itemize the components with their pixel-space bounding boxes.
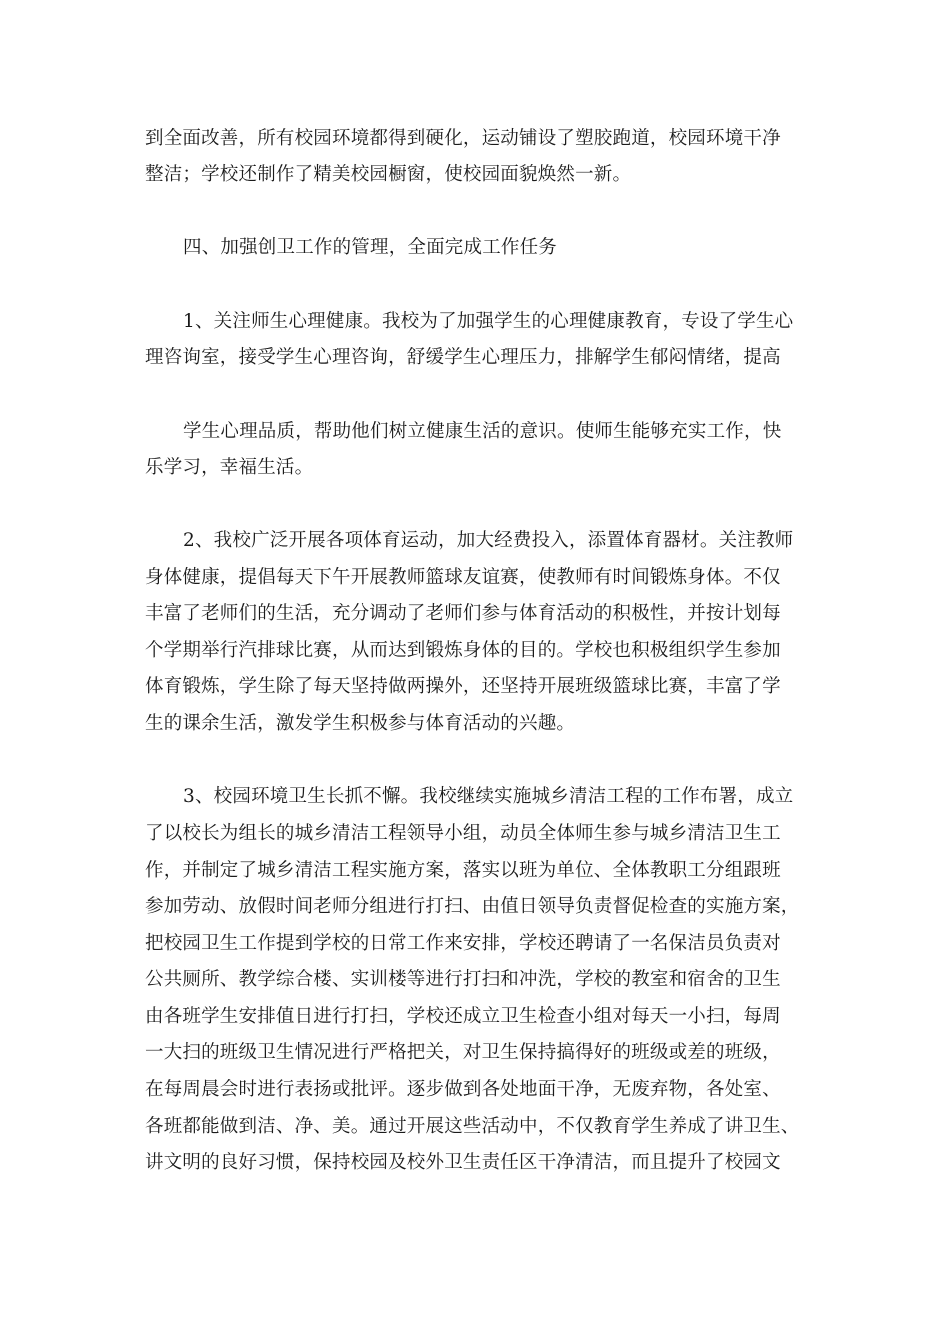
section-heading: 四、加强创卫工作的管理，全面完成工作任务 [183,237,558,258]
text-line: 公共厕所、教学综合楼、实训楼等进行打扫和冲洗，学校的教室和宿舍的卫生 [145,969,781,990]
text-line: 由各班学生安排值日进行打扫，学校还成立卫生检查小组对每天一小扫，每周 [145,1006,781,1027]
text-line: 到全面改善，所有校园环境都得到硬化，运动铺设了塑胶跑道，校园环境干净 [145,128,781,149]
text-line: 参加劳动、放假时间老师分组进行打扫、由值日领导负责督促检查的实施方案， [145,896,800,917]
text-line: 整洁；学校还制作了精美校园橱窗，使校园面貌焕然一新。 [145,164,632,185]
text-line: 乐学习，幸福生活。 [145,457,314,478]
text-line: 个学期举行汽排球比赛，从而达到锻炼身体的目的。学校也积极组织学生参加 [145,640,781,661]
text-line: 把校园卫生工作提到学校的日常工作来安排，学校还聘请了一名保洁员负责对 [145,933,781,954]
text-line: 学生心理品质，帮助他们树立健康生活的意识。使师生能够充实工作，快 [183,421,782,442]
text-line: 讲文明的良好习惯，保持校园及校外卫生责任区干净清洁，而且提升了校园文 [145,1152,781,1173]
text-line: 丰富了老师们的生活，充分调动了老师们参与体育活动的积极性，并按计划每 [145,603,781,624]
text-line: 理咨询室，接受学生心理咨询，舒缓学生心理压力，排解学生郁闷情绪，提高 [145,347,781,368]
text-line: 了以校长为组长的城乡清洁工程领导小组，动员全体师生参与城乡清洁卫生工 [145,823,781,844]
text-line: 2、我校广泛开展各项体育运动，加大经费投入，添置体育器材。关注教师 [183,530,794,551]
text-line: 作，并制定了城乡清洁工程实施方案，落实以班为单位、全体教职工分组跟班 [145,860,781,881]
text-line: 在每周晨会时进行表扬或批评。逐步做到各处地面干净，无废弃物，各处室、 [145,1079,781,1100]
text-line: 3、校园环境卫生长抓不懈。我校继续实施城乡清洁工程的工作布署，成立 [183,786,794,807]
text-line: 身体健康，提倡每天下午开展教师篮球友谊赛，使教师有时间锻炼身体。不仅 [145,567,781,588]
text-line: 体育锻炼，学生除了每天坚持做两操外，还坚持开展班级篮球比赛，丰富了学 [145,676,781,697]
text-line: 1、关注师生心理健康。我校为了加强学生的心理健康教育，专设了学生心 [183,311,794,332]
text-line: 一大扫的班级卫生情况进行严格把关，对卫生保持搞得好的班级或差的班级， [145,1042,781,1063]
text-line: 各班都能做到洁、净、美。通过开展这些活动中，不仅教育学生养成了讲卫生、 [145,1116,800,1137]
text-line: 生的课余生活，激发学生积极参与体育活动的兴趣。 [145,713,576,734]
